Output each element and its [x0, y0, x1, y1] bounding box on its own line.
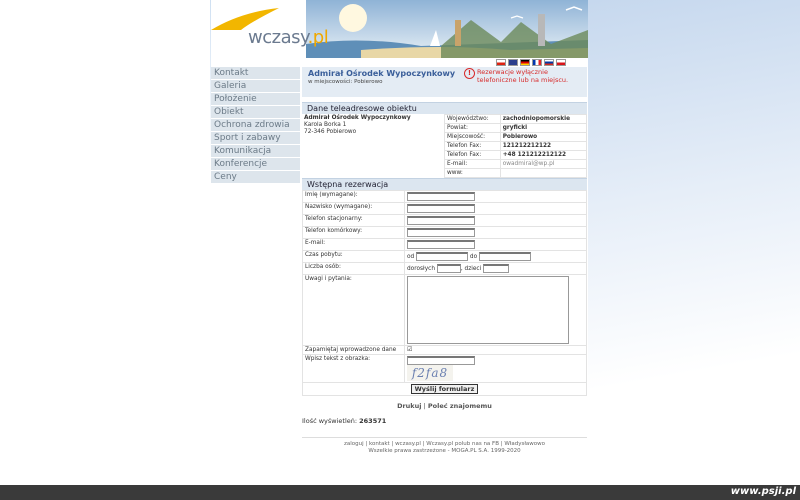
reservation-notice: ! Rezerwacje wyłącznie telefoniczne lub na miejscu.: [464, 68, 582, 84]
logo[interactable]: wczasy.pl: [248, 27, 329, 48]
watermark: www.psji.pl: [730, 486, 796, 497]
email-link[interactable]: owadmiral@wp.pl: [500, 160, 586, 169]
remember-checkbox[interactable]: ☑: [407, 346, 413, 353]
adults-field[interactable]: [437, 264, 461, 273]
children-field[interactable]: [483, 264, 509, 273]
page-background-right: [588, 0, 800, 485]
sidebar-item-sport[interactable]: Sport i zabawy: [211, 132, 300, 144]
contact-name: Admirał Ośrodek Wypoczynkowy: [304, 115, 411, 121]
contact-details-table: [444, 114, 587, 178]
contact-address: [302, 114, 444, 178]
exclamation-icon: !: [464, 68, 475, 79]
date-from-field[interactable]: [416, 252, 468, 261]
table-row: www:: [445, 169, 587, 178]
table-row: Powiat: gryficki: [445, 124, 587, 133]
captcha-image: f2fa8: [407, 365, 453, 381]
last-name-field[interactable]: [407, 204, 475, 213]
footer-copyright: Wszelkie prawa zastrzeżone - MOGA.PL S.A. 1999-2020: [368, 448, 521, 454]
contact-street: Karola Borka 1: [304, 122, 347, 128]
sidebar-item-obiekt[interactable]: Obiekt: [211, 106, 300, 118]
reservation-section-heading: Wstępna rezerwacja: [302, 178, 587, 190]
contact-info: [302, 114, 587, 178]
reservation-form: Imię (wymagane): Nazwisko (wymagane): Telefon stacjonarny: Telefon komórkowy: E-mail: Czas pobytu: od do Liczba osób: dorosłych , dzieci Uwagi i pytania: Zapamiętaj wprowadzone dane ☑ Wpisz tekst z obrazka: f2fa8 Wyślij formularz: [302, 190, 587, 396]
submit-button[interactable]: Wyślij formularz: [411, 384, 479, 394]
title-box: [302, 67, 587, 97]
location-text: w miejscowości: Pobierowo: [308, 79, 383, 85]
sidebar-menu: [211, 67, 300, 184]
remarks-textarea[interactable]: [407, 276, 569, 344]
sidebar-item-ceny[interactable]: Ceny: [211, 171, 300, 183]
table-row: Miejscowość: Pobierowo: [445, 133, 587, 142]
contact-postal: 72-346 Pobierowo: [304, 129, 357, 135]
sidebar-item-kontakt[interactable]: Kontakt: [211, 67, 300, 79]
date-to-field[interactable]: [479, 252, 531, 261]
flag-pl-icon[interactable]: [496, 59, 506, 66]
table-row: E-mail: owadmiral@wp.pl: [445, 160, 587, 169]
sidebar-item-konferencje[interactable]: Konferencje: [211, 158, 300, 170]
flag-cz-icon[interactable]: [556, 59, 566, 66]
flag-de-icon[interactable]: [520, 59, 530, 66]
page-background-left: [0, 0, 210, 485]
flag-en-icon[interactable]: [508, 59, 518, 66]
view-counter: Ilość wyświetleń: 263571: [302, 417, 387, 425]
footer-divider: [302, 437, 587, 438]
recommend-link[interactable]: Poleć znajomemu: [427, 402, 492, 410]
main-content: [302, 67, 587, 455]
flag-fr-icon[interactable]: [532, 59, 542, 66]
sidebar-item-ochrona-zdrowia[interactable]: Ochrona zdrowia: [211, 119, 300, 131]
flag-ru-icon[interactable]: [544, 59, 554, 66]
contact-section-heading: Dane teleadresowe obiektu: [302, 102, 587, 114]
mobile-field[interactable]: [407, 228, 475, 237]
header-banner: [211, 0, 588, 58]
action-links: Drukuj | Poleć znajomemu: [397, 402, 492, 410]
first-name-field[interactable]: [407, 192, 475, 201]
table-row: Województwo: zachodniopomorskie: [445, 115, 587, 124]
email-field[interactable]: [407, 240, 475, 249]
print-link[interactable]: Drukuj: [397, 402, 422, 410]
sidebar-item-galeria[interactable]: Galeria: [211, 80, 300, 92]
footer: [302, 441, 587, 455]
table-row: Telefon Fax: +48 121212212122: [445, 151, 587, 160]
table-row: Telefon Fax: 121212212122: [445, 142, 587, 151]
captcha-field[interactable]: [407, 356, 475, 365]
bottom-bar: [0, 485, 800, 500]
phone-field[interactable]: [407, 216, 475, 225]
footer-links[interactable]: zaloguj | kontakt | wczasy.pl | Wczasy.pl polub nas na FB | Władysławowo: [344, 441, 545, 447]
sidebar-item-komunikacja[interactable]: Komunikacja: [211, 145, 300, 157]
page-title: Admirał Ośrodek Wypoczynkowy: [308, 69, 456, 78]
sidebar-item-polozenie[interactable]: Położenie: [211, 93, 300, 105]
